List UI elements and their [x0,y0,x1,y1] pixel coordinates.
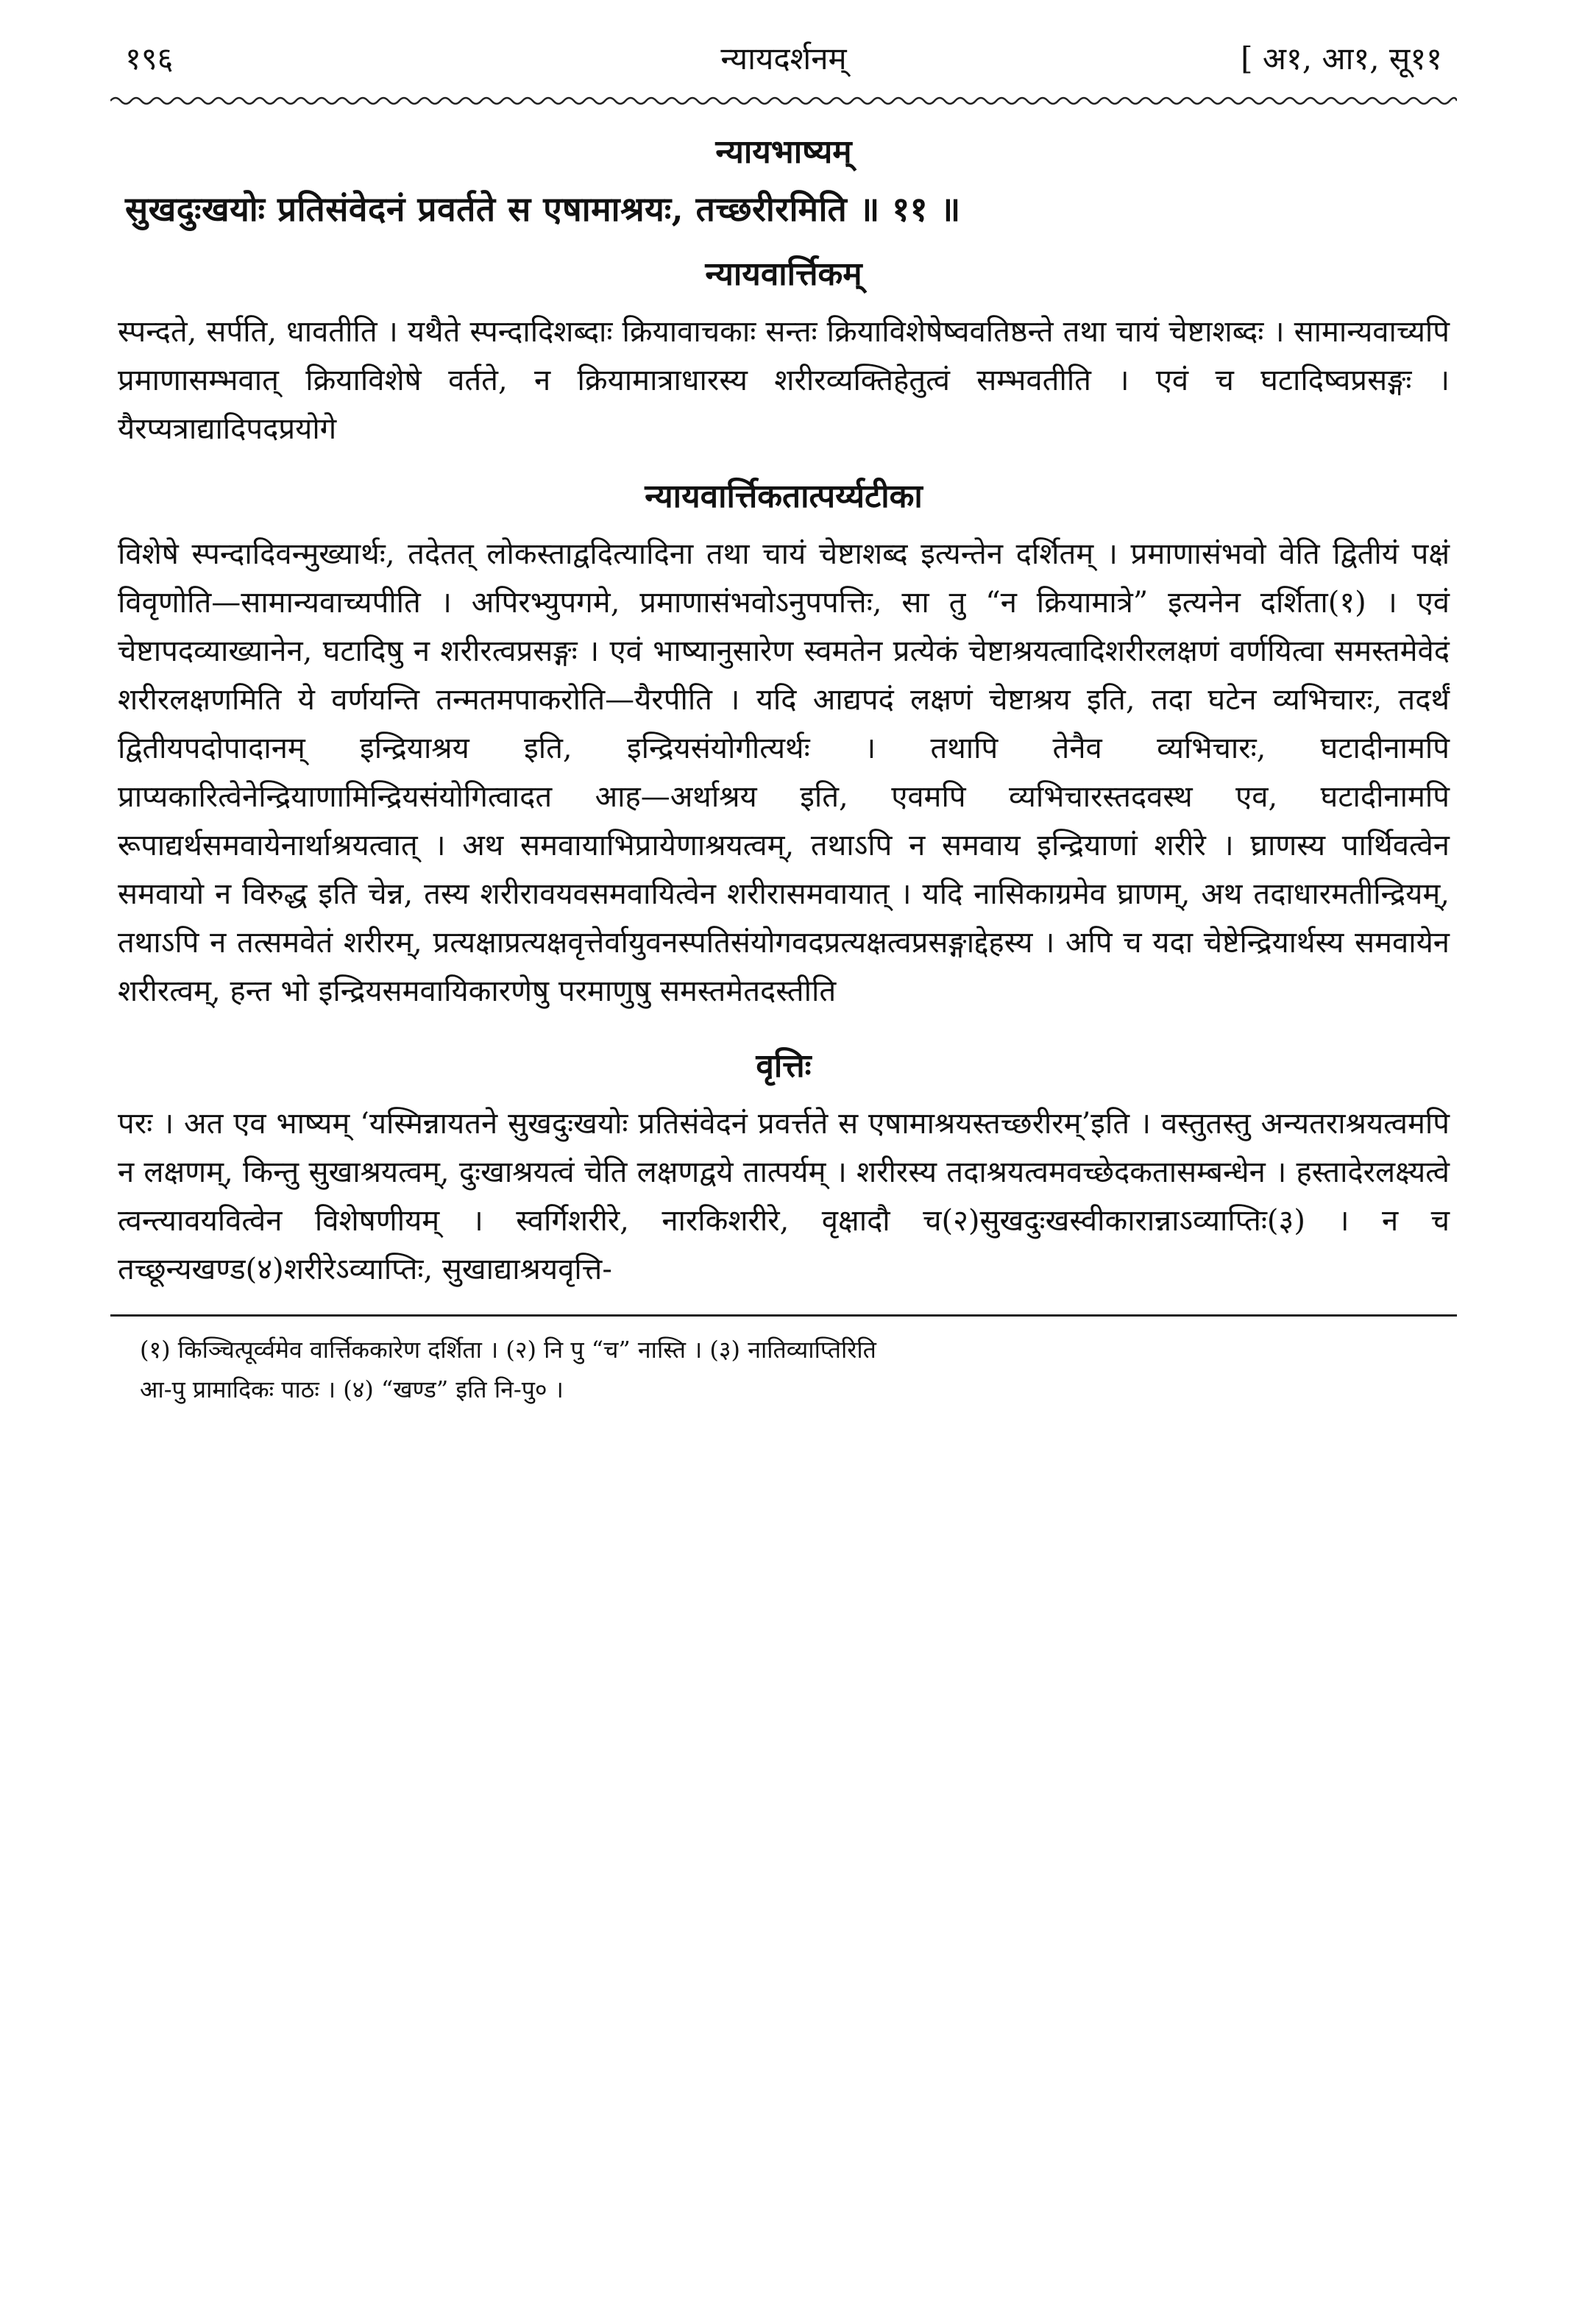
vritti-text: परः । अत एव भाष्यम् ‘यस्मिन्नायतने सुखदुःखयोः प्रतिसंवेदनं प्रवर्त्तते स एषामाश्रयस्तच्छरीरम्’इति । वस्तुतस्तु अन्यतराश्रयत्वमपि न लक्षणम्, किन्तु सुखाश्रयत्वम्, दुःखाश्रयत्वं चेति लक्षणद्वये तात्पर्यम् । शरीरस्य तदाश्रयत्वमवच्छेदकतासम्बन्धेन । हस्तादेरलक्ष्यत्वे त्वन्त्यावयवित्वेन विशेषणीयम् । स्वर्गिशरीरे, नारकिशरीरे, वृक्षादौ च(२)सुखदुःखस्वीकारान्नाऽव्याप्तिः(३) । न च तच्छून्यखण्ड(४)शरीरेऽव्याप्तिः, सुखाद्याश्रयवृत्ति- [118,1107,1450,1286]
vritti-paragraph [118,1099,1450,1294]
footnote-rule [110,1314,1457,1317]
footnote-line: आ-पु प्रामादिकः पाठः । (४) “खण्ड” इति नि-पु० । [140,1375,564,1403]
tika-paragraph [118,530,1450,1016]
footnotes [140,1330,1427,1409]
vartika-heading: न्यायवार्त्तिकम् [705,255,862,293]
footnote-line: (१) किञ्चित्पूर्व्वमेव वार्त्तिककारेण दर्शिता । (२) नि पु “च” नास्ति । (३) नातिव्याप्तिरिति [140,1336,876,1364]
sutra-reference: [ अ१, आ१, सू११ [1241,40,1442,77]
vritti-heading: वृत्तिः [756,1047,812,1085]
vartika-paragraph [118,308,1450,453]
page-number: १९६ [125,40,174,77]
wavy-divider [110,93,1457,109]
page [110,29,1457,1409]
running-title: न्यायदर्शनम् [720,40,847,77]
bhashya-heading: न्यायभाष्यम् [715,133,852,171]
tika-heading: न्यायवार्त्तिकतात्पर्य्यटीका [645,478,923,515]
page-header [110,29,1457,88]
vartika-text: स्पन्दते, सर्पति, धावतीति । यथैते स्पन्दादिशब्दाः क्रियावाचकाः सन्तः क्रियाविशेषेष्ववतिष्ठन्ते तथा चायं चेष्टाशब्दः । सामान्यवाच्यपि प्रमाणासम्भवात् क्रियाविशेषे वर्तते, न क्रियामात्राधारस्य शरीरव्यक्तिहेतुत्वं सम्भवतीति । एवं च घटादिष्वप्रसङ्गः । यैरप्यत्राद्यादिपदप्रयोगे [118,315,1450,446]
tika-text: विशेषे स्पन्दादिवन्मुख्यार्थः, तदेतत् लोकस्ताद्वदित्यादिना तथा चायं चेष्टाशब्द इत्यन्तेन दर्शितम् । प्रमाणासंभवो वेति द्वितीयं पक्षं विवृणोति—सामान्यवाच्यपीति । अपिरभ्युपगमे, प्रमाणासंभवोऽनुपपत्तिः, सा तु “न क्रियामात्रे” इत्यनेन दर्शिता(१) । एवं चेष्टापदव्याख्यानेन, घटादिषु न शरीरत्वप्रसङ्गः । एवं भाष्यानुसारेण स्वमतेन प्रत्येकं चेष्टाश्रयत्वादिशरीरलक्षणं वर्णयित्वा समस्तमेवेदं शरीरलक्षणमिति ये वर्णयन्ति तन्मतमपाकरोति—यैरपीति । यदि आद्यपदं लक्षणं चेष्टाश्रय इति, तदा घटेन व्यभिचारः, तदर्थं द्वितीयपदोपादानम् इन्द्रियाश्रय इति, इन्द्रियसंयोगीत्यर्थः । तथापि तेनैव व्यभिचारः, घटादीनामपि प्राप्यकारित्वेनेन्द्रियाणामिन्द्रियसंयोगित्वादत आह—अर्थाश्रय इति, एवमपि व्यभिचारस्तदवस्थ एव, घटादीनामपि रूपाद्यर्थसमवायेनार्थाश्रयत्वात् । अथ समवायाभिप्रायेणाश्रयत्वम्, तथाऽपि न समवाय इन्द्रियाणां शरीरे । घ्राणस्य पार्थिवत्वेन समवायो न विरुद्ध इति चेन्न, तस्य शरीरावयवसमवायित्वेन शरीरासमवायात् । यदि नासिकाग्रमेव घ्राणम्, अथ तदाधारमतीन्द्रियम्, तथाऽपि न तत्समवेतं शरीरम्, प्रत्यक्षाप्रत्यक्षवृत्तेर्वायुवनस्पतिसंयोगवदप्रत्यक्षत्वप्रसङ्गाद्देहस्य । अपि च यदा चेष्टेन्द्रियार्थस्य समवायेन शरीरत्वम्, हन्त भो इन्द्रियसमवायिकारणेषु परमाणुषु समस्तमेतदस्तीति [118,537,1450,1008]
bhashya-text: सुखदुःखयोः प्रतिसंवेदनं प्रवर्तते स एषामाश्रयः, तच्छरीरमिति ॥ ११ ॥ [125,189,961,229]
